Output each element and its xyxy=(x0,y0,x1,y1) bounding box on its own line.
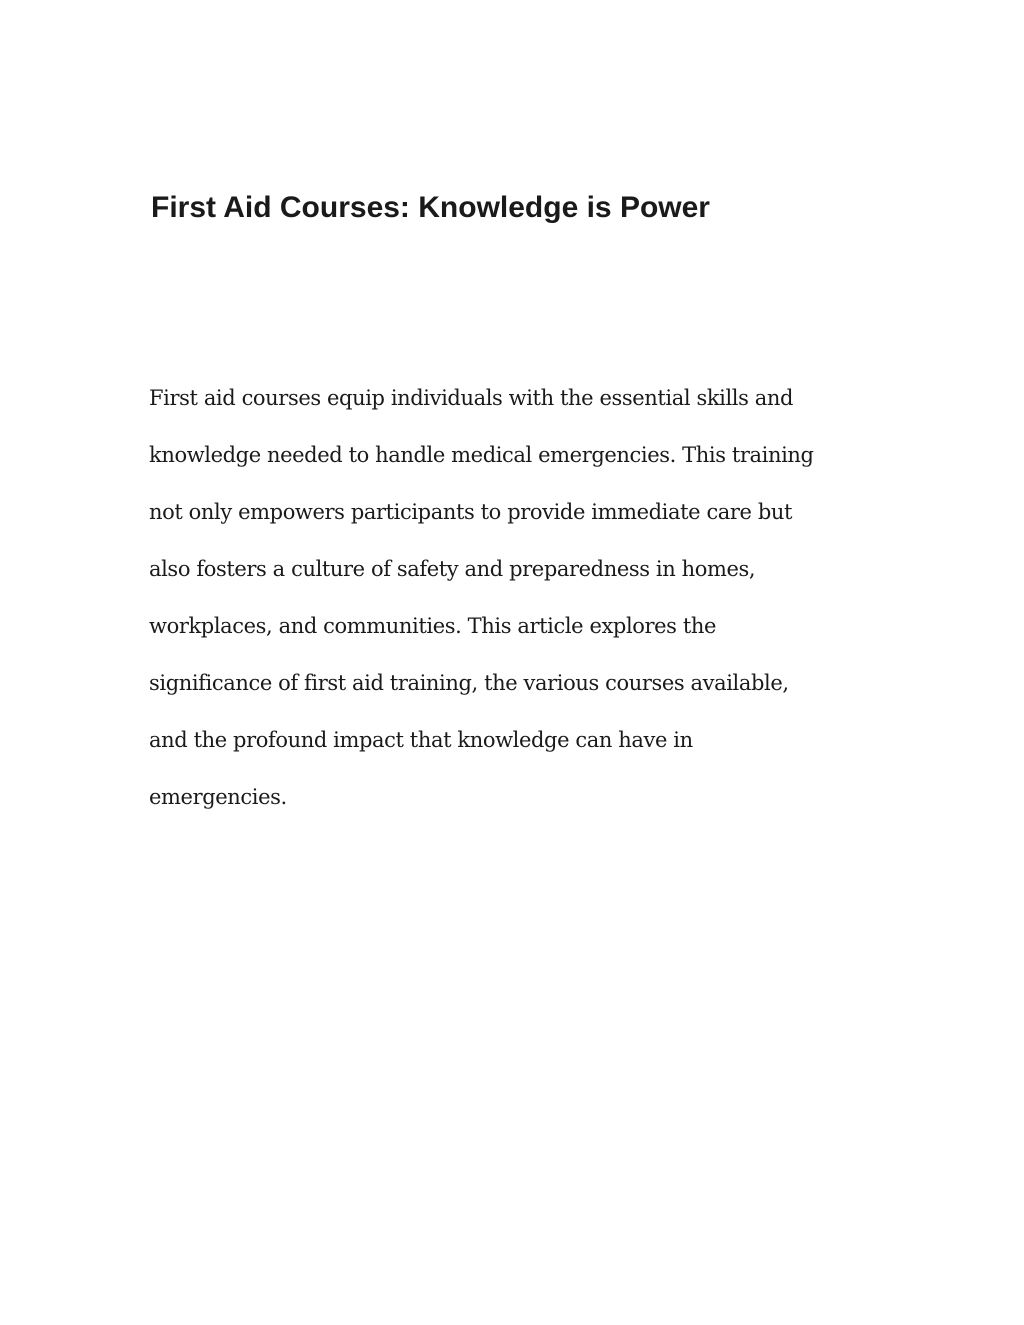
paragraph-line: workplaces, and communities. This article explores the xyxy=(149,614,717,638)
paragraph-line: and the profound impact that knowledge can have in xyxy=(149,728,693,752)
page-title: First Aid Courses: Knowledge is Power xyxy=(151,191,710,224)
paragraph-line: emergencies. xyxy=(149,785,287,809)
paragraph-line: knowledge needed to handle medical emergencies. This training xyxy=(149,443,814,467)
paragraph-line: First aid courses equip individuals with the essential skills and xyxy=(149,386,794,410)
paragraph-line: significance of first aid training, the various courses available, xyxy=(149,671,789,695)
paragraph-line: not only empowers participants to provide immediate care but xyxy=(149,500,793,524)
paragraph-line: also fosters a culture of safety and preparedness in homes, xyxy=(149,557,756,581)
intro-paragraph xyxy=(149,380,889,836)
